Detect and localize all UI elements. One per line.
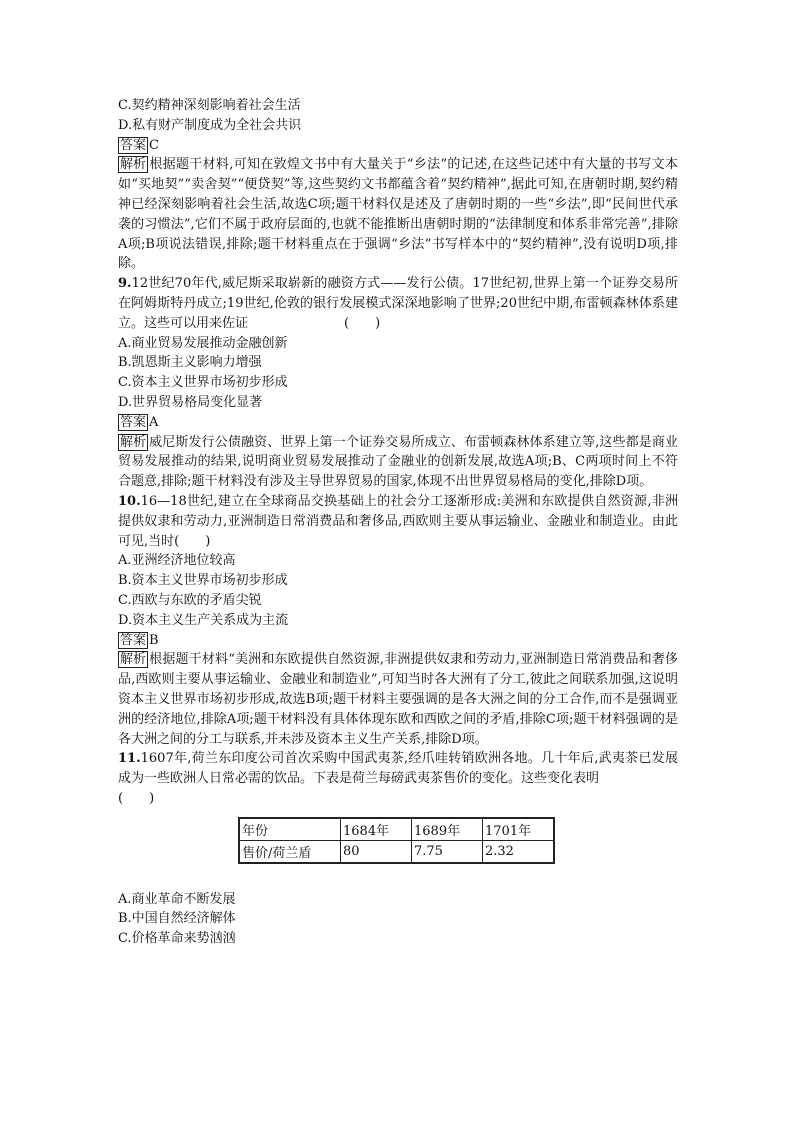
analysis-tag: 解析 (120, 652, 147, 668)
analysis-paragraph (118, 650, 678, 749)
answer-bracket: ( ) (118, 790, 155, 806)
option-a: A.商业贸易发展推动金融创新 (118, 335, 288, 351)
analysis-text: 根据题干材料,可知在敦煌文书中有大量关于“乡法”的记述,在这些记述中有大量的书写文本如“买地契”“卖舍契”“便贷契”等,这些契约文书都蕴含着“契约精神”,据此可知,在唐朝时期,契约精神已经深刻影响着社会生活,故选C项;题干材料仅是述及了唐朝时期的一些“乡法”,即“民间世代承袭的习惯法”,它们不属于政府层面的,也就不能推断出唐朝时期的“法律制度和体系非常完善”,排除A项;B项说法错误,排除;题干材料重点在于强调“乡法”书写样本中的“契约精神”,没有说明D项,排除。 (118, 157, 678, 272)
answer-line (118, 136, 678, 156)
answer-value: C (149, 137, 159, 153)
price-table (238, 817, 555, 864)
question-11-stem (118, 749, 678, 808)
table-cell: 1701年 (483, 818, 555, 841)
table-cell: 80 (341, 840, 412, 863)
analysis-paragraph (118, 433, 678, 492)
option-a: A.亚洲经济地位较高 (118, 553, 236, 569)
answer-line (118, 413, 678, 433)
option-b: B.凯恩斯主义影响力增强 (118, 355, 262, 371)
question-number: 10. (118, 493, 141, 509)
question-text: 12世纪70年代,威尼斯采取崭新的融资方式——发行公债。17世纪初,世界上第一个证券交易所在阿姆斯特丹成立;19世纪,伦敦的银行发展模式深深地影响了世界;20世纪中期,布雷顿森林体系建立。这些可以用来佐证 (118, 276, 678, 331)
table-cell: 2.32 (483, 840, 555, 863)
answer-tag: 答案 (120, 414, 147, 430)
analysis-text: 根据题干材料“美洲和东欧提供自然资源,非洲提供奴隶和劳动力,亚洲制造日常消费品和奢侈品,西欧则主要从事运输业、金融业和制造业”,可知当时各大洲有了分工,彼此之间联系加强,这说明资本主义世界市场初步形成,故选B项;题干材料主要强调的是各大洲之间的分工合作,而不是强调亚洲的经济地位,排除A项;题干材料没有具体体现东欧和西欧之间的矛盾,排除C项;题干材料强调的是各大洲之间的分工与联系,并未涉及资本主义生产关系,排除D项。 (118, 652, 678, 747)
question-number: 9. (118, 276, 132, 292)
question-number: 11. (118, 751, 141, 767)
answer-line (118, 631, 678, 651)
answer-tag: 答案 (120, 137, 147, 153)
option-d: D.世界贸易格局变化显著 (118, 394, 263, 410)
document-page (118, 96, 678, 949)
table-row (239, 818, 554, 841)
option-b: B.中国自然经济解体 (118, 911, 236, 927)
question-10-stem (118, 492, 678, 551)
answer-value: A (149, 414, 159, 430)
option-c: C.契约精神深刻影响着社会生活 (118, 98, 301, 113)
table-cell: 1684年 (341, 818, 412, 841)
option-c: C.价格革命来势汹汹 (118, 931, 236, 947)
analysis-paragraph (118, 155, 678, 274)
answer-tag: 答案 (120, 632, 147, 648)
answer-value: B (149, 632, 159, 648)
option-b: B.资本主义世界市场初步形成 (118, 573, 288, 589)
table-cell: 1689年 (412, 818, 483, 841)
option-d: D.私有财产制度成为全社会共识 (118, 117, 302, 133)
table-row (239, 840, 554, 863)
option-c: C.资本主义世界市场初步形成 (118, 375, 288, 391)
answer-bracket: ( ) (344, 315, 381, 331)
question-9-stem (118, 274, 678, 333)
option-c: C.西欧与东欧的矛盾尖锐 (118, 592, 262, 608)
analysis-tag: 解析 (120, 434, 147, 450)
table-cell: 7.75 (412, 840, 483, 863)
table-cell: 售价/荷兰盾 (239, 840, 341, 863)
analysis-tag: 解析 (120, 157, 147, 173)
option-a: A.商业革命不断发展 (118, 891, 236, 907)
option-d: D.资本主义生产关系成为主流 (118, 612, 289, 628)
analysis-text: 威尼斯发行公债融资、世界上第一个证券交易所成立、布雷顿森林体系建立等,这些都是商业贸易发展推动的结果,说明商业贸易发展推动了金融业的创新发展,故选A项;B、C两项时间上不符合题意,排除;题干材料没有涉及主导世界贸易的国家,体现不出世界贸易格局的变化,排除D项。 (118, 434, 678, 490)
question-text: 1607年,荷兰东印度公司首次采购中国武夷茶,经爪哇转销欧洲各地。几十年后,武夷茶已发展成为一些欧洲人日常必需的饮品。下表是荷兰每磅武夷茶售价的变化。这些变化表明 (118, 751, 678, 787)
table-cell: 年份 (239, 818, 341, 841)
question-text: 16—18世纪,建立在全球商品交换基础上的社会分工逐渐形成:美洲和东欧提供自然资源,非洲提供奴隶和劳动力,亚洲制造日常消费品和奢侈品,西欧则主要从事运输业、金融业和制造业。由此可见,当时( ) (118, 493, 678, 549)
